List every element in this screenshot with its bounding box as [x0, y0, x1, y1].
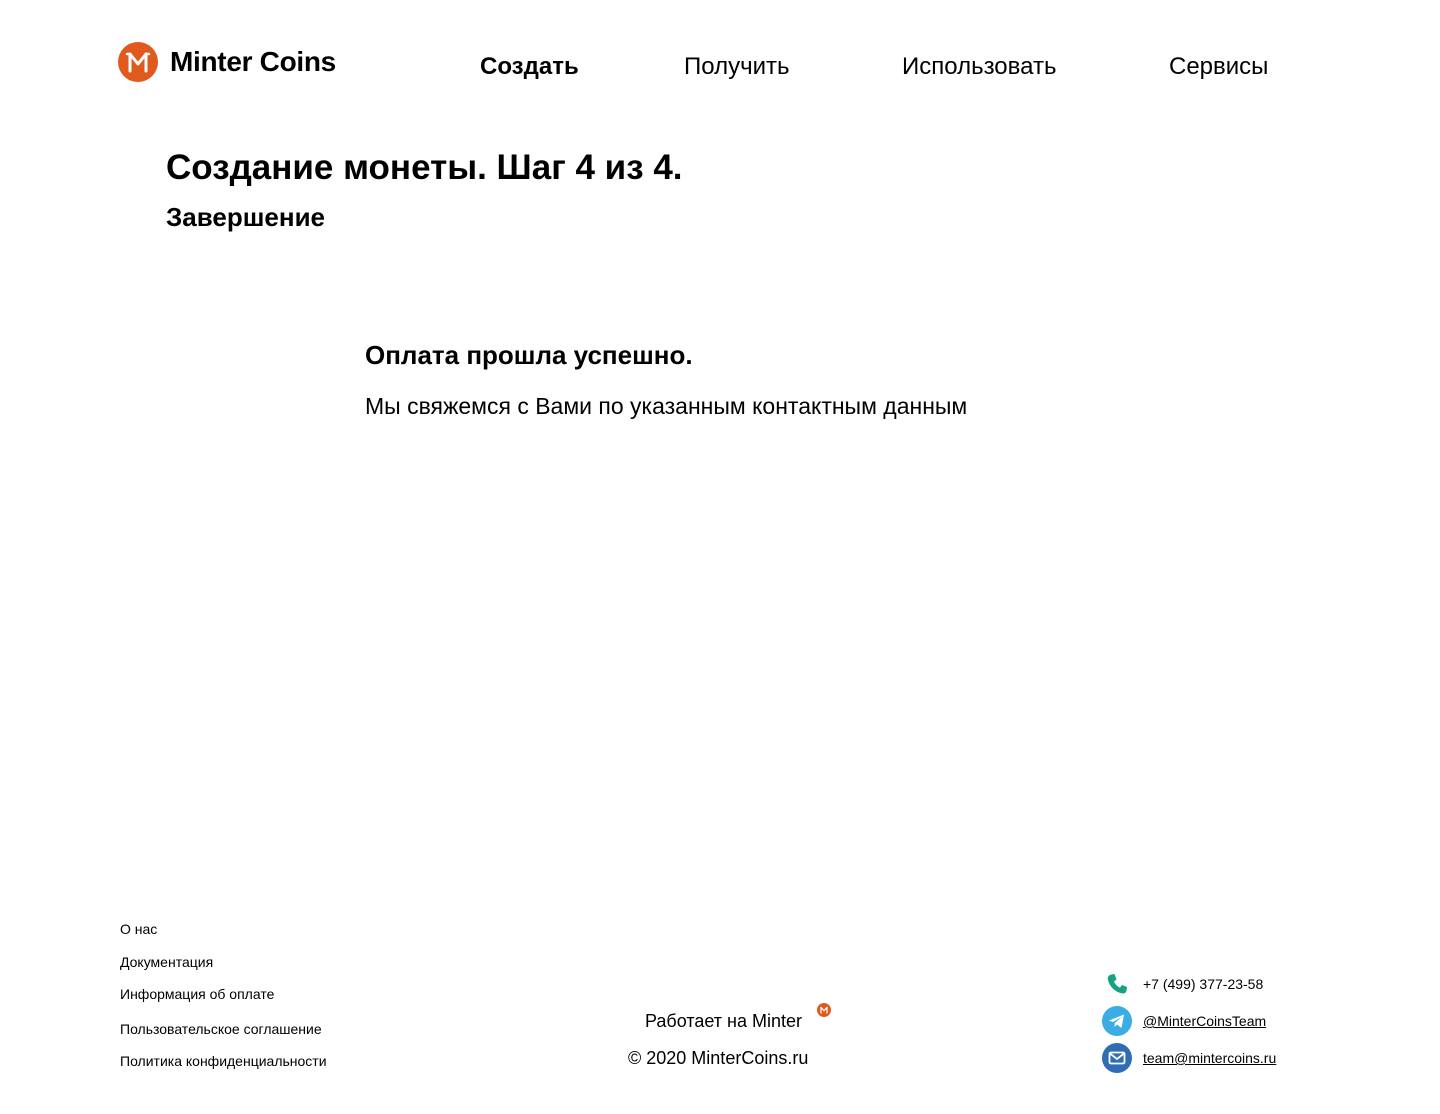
page-subtitle: Завершение [166, 202, 326, 232]
contact-telegram[interactable]: @MinterCoinsTeam [1143, 1013, 1267, 1029]
telegram-icon[interactable] [1102, 1006, 1132, 1036]
success-heading: Оплата прошла успешно. [365, 340, 693, 370]
footer-link-about[interactable]: О нас [120, 921, 158, 937]
minter-small-logo-icon [817, 1003, 831, 1017]
footer-link-payment-info[interactable]: Информация об оплате [120, 986, 275, 1002]
minter-logo-icon [118, 42, 158, 82]
powered-by-text: Работает на Minter [645, 1011, 803, 1031]
contact-email[interactable]: team@mintercoins.ru [1143, 1050, 1277, 1066]
success-message: Мы свяжемся с Вами по указанным контактным данным [365, 393, 968, 419]
contact-phone[interactable]: +7 (499) 377-23-58 [1143, 976, 1264, 992]
logo-text: Minter Coins [170, 46, 336, 77]
copyright: © 2020 MinterCoins.ru [628, 1048, 809, 1068]
nav-services[interactable]: Сервисы [1169, 53, 1269, 80]
logo-link[interactable] [118, 42, 336, 82]
phone-icon [1102, 969, 1132, 999]
footer-link-docs[interactable]: Документация [120, 954, 214, 970]
footer-link-user-agreement[interactable]: Пользовательское соглашение [120, 1021, 322, 1037]
email-icon[interactable] [1102, 1043, 1132, 1073]
page-title: Создание монеты. Шаг 4 из 4. [166, 148, 683, 187]
nav-receive[interactable]: Получить [684, 53, 790, 80]
nav-use[interactable]: Использовать [902, 53, 1057, 80]
nav-create[interactable]: Создать [480, 53, 579, 80]
footer-link-privacy-policy[interactable]: Политика конфиденциальности [120, 1053, 327, 1069]
